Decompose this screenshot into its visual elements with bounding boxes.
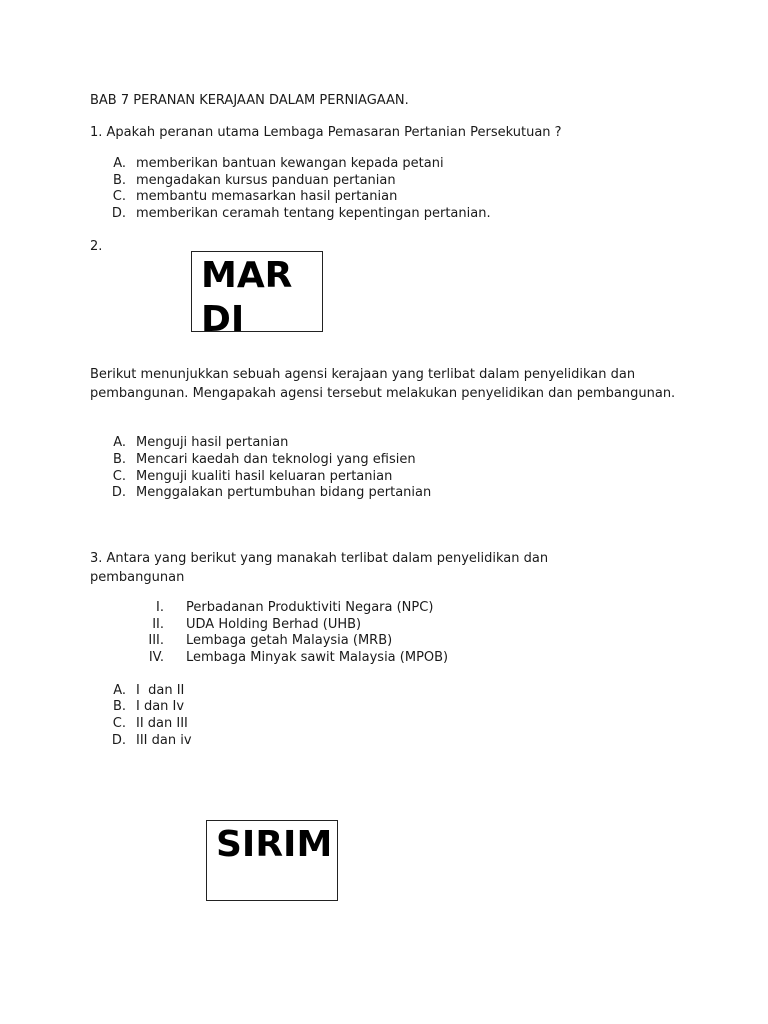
q1-option-d-letter: D.: [111, 206, 126, 221]
q1-option-a-letter: A.: [113, 156, 126, 171]
mardi-logo-box: [191, 251, 323, 332]
q3-option-a-letter: A.: [113, 683, 126, 698]
q3-item-3-numeral: III.: [148, 633, 164, 648]
q3-item-4-numeral: IV.: [148, 650, 164, 665]
q1-option-b-letter: B.: [112, 173, 126, 188]
q1-option-c-text: membantu memasarkan hasil pertanian: [136, 189, 398, 204]
q3-option-b-text: I dan Iv: [136, 699, 185, 714]
mardi-box-text: MARDI: [201, 255, 293, 332]
q2-option-a-text: Menguji hasil pertanian: [136, 435, 289, 450]
q3-option-d-text: III dan iv: [136, 733, 192, 748]
q3-item-1-text: Perbadanan Produktiviti Negara (NPC): [186, 600, 434, 615]
q1-option-c-letter: C.: [112, 189, 126, 204]
q2-option-c-text: Menguji kualiti hasil keluaran pertanian: [136, 469, 393, 484]
q3-item-1-numeral: I.: [156, 600, 164, 615]
question-2-text: Berikut menunjukkan sebuah agensi kerajaan yang terlibat dalam penyelidikan dan pembangunan. Mengapakah agensi tersebut melakukan penyelidikan dan pembangunan.: [90, 367, 676, 401]
q1-option-a-text: memberikan bantuan kewangan kepada petani: [136, 156, 444, 171]
q1-option-b-text: mengadakan kursus panduan pertanian: [136, 173, 396, 188]
q3-option-c-text: II dan III: [136, 716, 188, 731]
q3-item-4-text: Lembaga Minyak sawit Malaysia (MPOB): [186, 650, 449, 665]
q2-option-b-letter: B.: [112, 452, 126, 467]
q3-option-b-letter: B.: [112, 699, 126, 714]
q1-option-d-text: memberikan ceramah tentang kepentingan pertanian.: [136, 206, 491, 221]
q2-option-d-text: Menggalakan pertumbuhan bidang pertanian: [136, 485, 432, 500]
question-1-text: 1. Apakah peranan utama Lembaga Pemasaran Pertanian Persekutuan ?: [90, 125, 562, 140]
question-3-text: 3. Antara yang berikut yang manakah terlibat dalam penyelidikan dan pembangunan: [90, 551, 549, 585]
q3-item-2-numeral: II.: [152, 617, 164, 632]
sirim-box-text: SIRIM: [216, 824, 333, 865]
q3-option-c-letter: C.: [112, 716, 126, 731]
q3-item-2-text: UDA Holding Berhad (UHB): [186, 617, 362, 632]
q3-option-d-letter: D.: [111, 733, 126, 748]
question-2-number: 2.: [90, 239, 103, 254]
q2-option-a-letter: A.: [113, 435, 126, 450]
q3-item-3-text: Lembaga getah Malaysia (MRB): [186, 633, 393, 648]
q2-option-b-text: Mencari kaedah dan teknologi yang efisien: [136, 452, 416, 467]
chapter-title: BAB 7 PERANAN KERAJAAN DALAM PERNIAGAAN.: [90, 93, 409, 108]
q3-option-a-text: I dan II: [136, 683, 185, 698]
sirim-logo-box: [206, 820, 338, 901]
q2-option-c-letter: C.: [112, 469, 126, 484]
q2-option-d-letter: D.: [111, 485, 126, 500]
